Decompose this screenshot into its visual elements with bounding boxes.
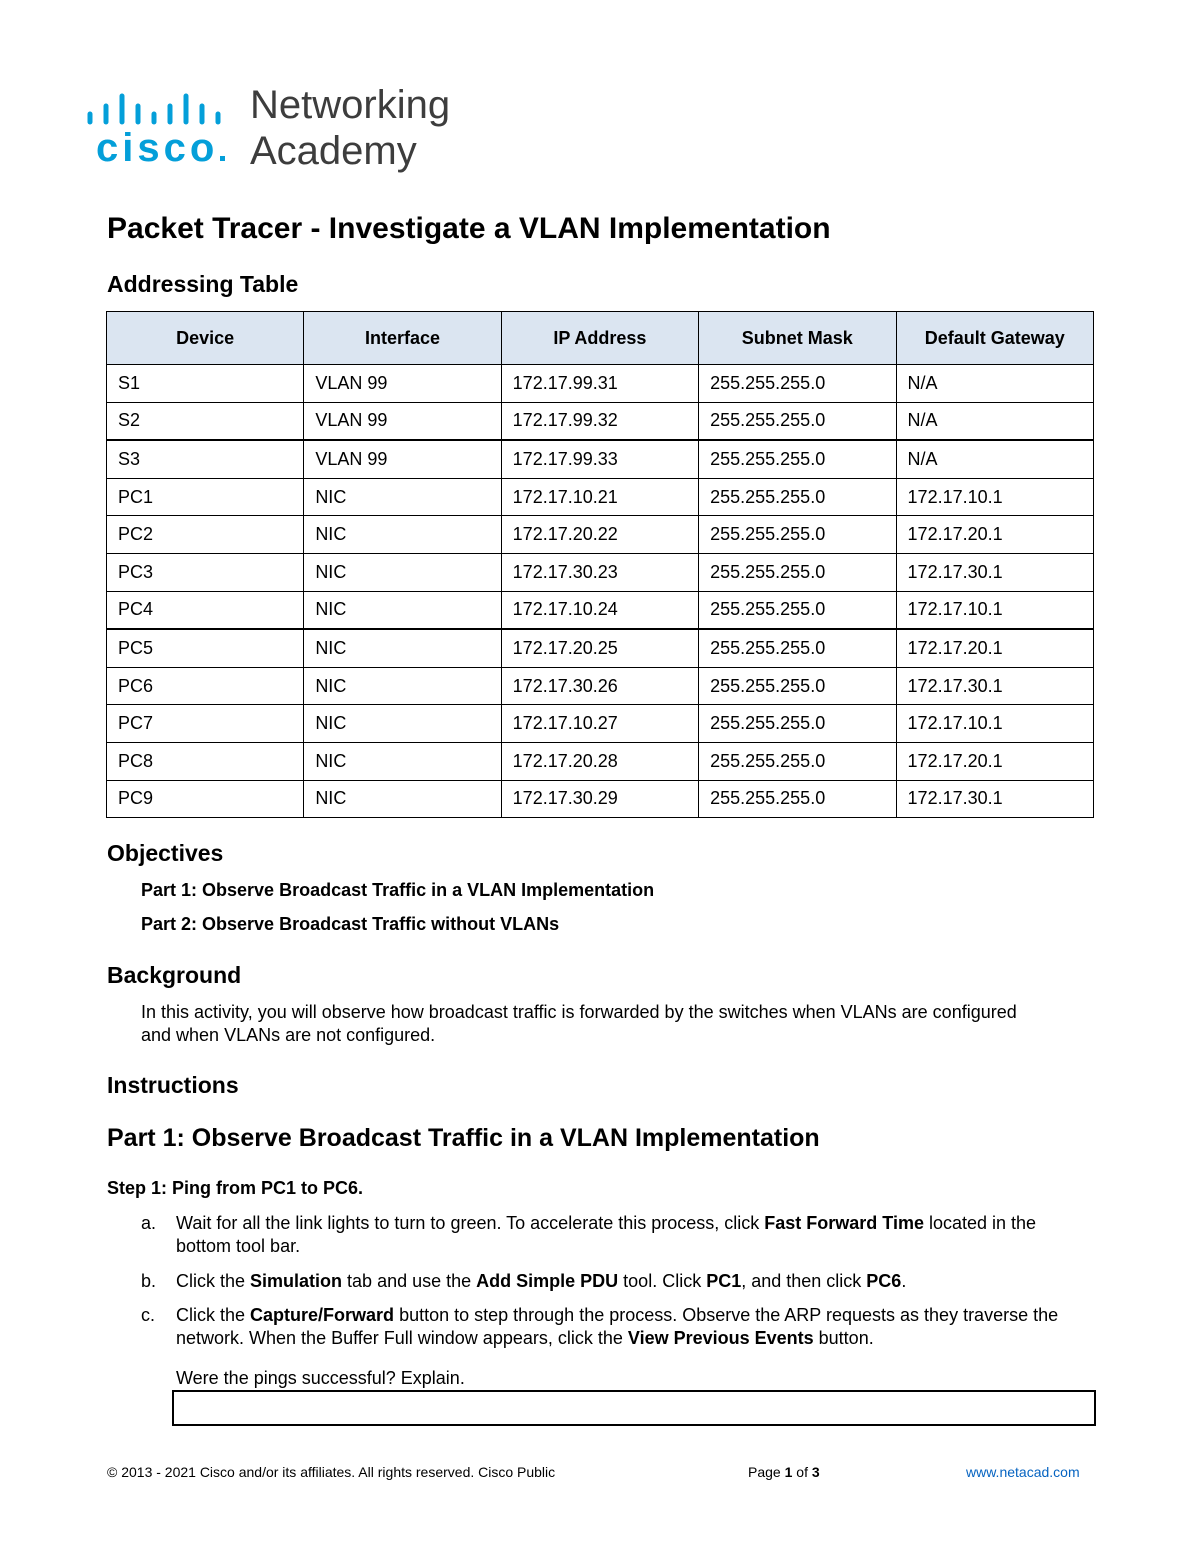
part1-heading: Part 1: Observe Broadcast Traffic in a VLAN Implementation: [107, 1124, 820, 1152]
table-cell: 172.17.20.28: [501, 742, 698, 780]
table-cell: 255.255.255.0: [699, 365, 896, 403]
addressing-table-heading: Addressing Table: [107, 271, 299, 297]
step1-heading: Step 1: Ping from PC1 to PC6.: [107, 1178, 364, 1198]
table-cell: NIC: [304, 516, 501, 554]
background-text: In this activity, you will observe how broadcast traffic is forwarded by the switches when VLANs are configured and when VLANs are not configured.: [141, 1002, 1017, 1045]
table-cell: PC8: [107, 742, 304, 780]
logo-line-1: Networking: [250, 83, 451, 127]
column-header: IP Address: [501, 312, 698, 365]
table-cell: PC2: [107, 516, 304, 554]
table-cell: 255.255.255.0: [699, 705, 896, 743]
addressing-table: [106, 311, 1094, 818]
table-cell: 172.17.99.31: [501, 365, 698, 403]
table-cell: VLAN 99: [304, 365, 501, 403]
table-cell: NIC: [304, 780, 501, 818]
step-label: c.: [141, 1305, 156, 1325]
table-row: [107, 516, 1094, 554]
table-cell: NIC: [304, 705, 501, 743]
table-cell: 255.255.255.0: [699, 629, 896, 667]
table-cell: 172.17.20.1: [896, 742, 1093, 780]
table-cell: 172.17.20.1: [896, 516, 1093, 554]
table-cell: VLAN 99: [304, 440, 501, 478]
footer-page-number: Page 1 of 3: [748, 1464, 820, 1480]
table-cell: 172.17.10.24: [501, 591, 698, 629]
table-row: [107, 742, 1094, 780]
table-cell: PC6: [107, 667, 304, 705]
table-cell: 172.17.30.23: [501, 553, 698, 591]
footer-copyright: © 2013 - 2021 Cisco and/or its affiliates. All rights reserved. Cisco Public: [107, 1464, 556, 1480]
step-label: b.: [141, 1271, 157, 1291]
table-cell: 255.255.255.0: [699, 516, 896, 554]
table-cell: 172.17.30.1: [896, 667, 1093, 705]
table-cell: N/A: [896, 365, 1093, 403]
table-row: [107, 705, 1094, 743]
table-row: [107, 780, 1094, 818]
column-header: Device: [107, 312, 304, 365]
table-cell: 172.17.10.1: [896, 705, 1093, 743]
table-cell: 255.255.255.0: [699, 591, 896, 629]
table-cell: NIC: [304, 591, 501, 629]
column-header: Interface: [304, 312, 501, 365]
table-cell: 255.255.255.0: [699, 553, 896, 591]
table-cell: NIC: [304, 629, 501, 667]
table-cell: N/A: [896, 440, 1093, 478]
table-cell: 255.255.255.0: [699, 742, 896, 780]
objective-item: Part 2: Observe Broadcast Traffic without VLANs: [141, 914, 560, 934]
table-cell: 255.255.255.0: [699, 402, 896, 440]
logo-line-2: Academy: [250, 129, 417, 173]
table-cell: 255.255.255.0: [699, 478, 896, 516]
step-text: Wait for all the link lights to turn to green. To accelerate this process, click Fast Forward Time located in the bottom tool bar.: [176, 1213, 1037, 1256]
academy-wordmark: [250, 82, 450, 174]
table-cell: PC3: [107, 553, 304, 591]
table-cell: NIC: [304, 553, 501, 591]
table-row: [107, 402, 1094, 440]
page-title: Packet Tracer - Investigate a VLAN Implementation: [107, 212, 831, 245]
table-cell: S2: [107, 402, 304, 440]
question-text: Were the pings successful? Explain.: [176, 1368, 465, 1388]
table-cell: 172.17.10.27: [501, 705, 698, 743]
table-row: [107, 440, 1094, 478]
answer-box[interactable]: [172, 1390, 1096, 1426]
objectives-heading: Objectives: [107, 840, 224, 866]
step-text: Click the Simulation tab and use the Add Simple PDU tool. Click PC1, and then click PC6.: [176, 1271, 907, 1291]
table-cell: 172.17.30.29: [501, 780, 698, 818]
table-cell: 172.17.30.26: [501, 667, 698, 705]
table-cell: 172.17.20.1: [896, 629, 1093, 667]
objective-item: Part 1: Observe Broadcast Traffic in a VLAN Implementation: [141, 880, 655, 900]
table-cell: PC7: [107, 705, 304, 743]
table-cell: VLAN 99: [304, 402, 501, 440]
table-cell: NIC: [304, 667, 501, 705]
background-heading: Background: [107, 962, 242, 988]
cisco-bars-icon: [86, 92, 236, 126]
table-cell: PC4: [107, 591, 304, 629]
column-header: Default Gateway: [896, 312, 1093, 365]
table-row: [107, 667, 1094, 705]
table-cell: S1: [107, 365, 304, 403]
table-row: [107, 365, 1094, 403]
table-cell: 172.17.20.25: [501, 629, 698, 667]
table-cell: 172.17.30.1: [896, 780, 1093, 818]
table-header-row: [107, 312, 1094, 365]
table-cell: 172.17.30.1: [896, 553, 1093, 591]
table-cell: 255.255.255.0: [699, 780, 896, 818]
table-cell: 172.17.20.22: [501, 516, 698, 554]
table-cell: 255.255.255.0: [699, 667, 896, 705]
table-cell: 172.17.10.1: [896, 591, 1093, 629]
table-row: [107, 478, 1094, 516]
step-label: a.: [141, 1213, 157, 1233]
instructions-heading: Instructions: [107, 1072, 239, 1098]
column-header: Subnet Mask: [699, 312, 896, 365]
table-row: [107, 629, 1094, 667]
table-cell: 172.17.10.21: [501, 478, 698, 516]
table-cell: 172.17.10.1: [896, 478, 1093, 516]
cisco-networking-academy-logo: [86, 83, 466, 178]
table-cell: NIC: [304, 478, 501, 516]
table-cell: 172.17.99.32: [501, 402, 698, 440]
table-cell: 255.255.255.0: [699, 440, 896, 478]
table-cell: N/A: [896, 402, 1093, 440]
step-text: Click the Capture/Forward button to step through the process. Observe the ARP requests as they traverse the network. When the Buffer Full window appears, click the View Previous Events button.: [176, 1305, 1059, 1348]
table-row: [107, 591, 1094, 629]
table-cell: S3: [107, 440, 304, 478]
table-row: [107, 553, 1094, 591]
table-cell: PC5: [107, 629, 304, 667]
table-cell: PC1: [107, 478, 304, 516]
footer-url-link[interactable]: www.netacad.com: [966, 1464, 1080, 1480]
table-cell: 172.17.99.33: [501, 440, 698, 478]
table-cell: PC9: [107, 780, 304, 818]
cisco-wordmark: cisco: [96, 126, 225, 171]
table-cell: NIC: [304, 742, 501, 780]
